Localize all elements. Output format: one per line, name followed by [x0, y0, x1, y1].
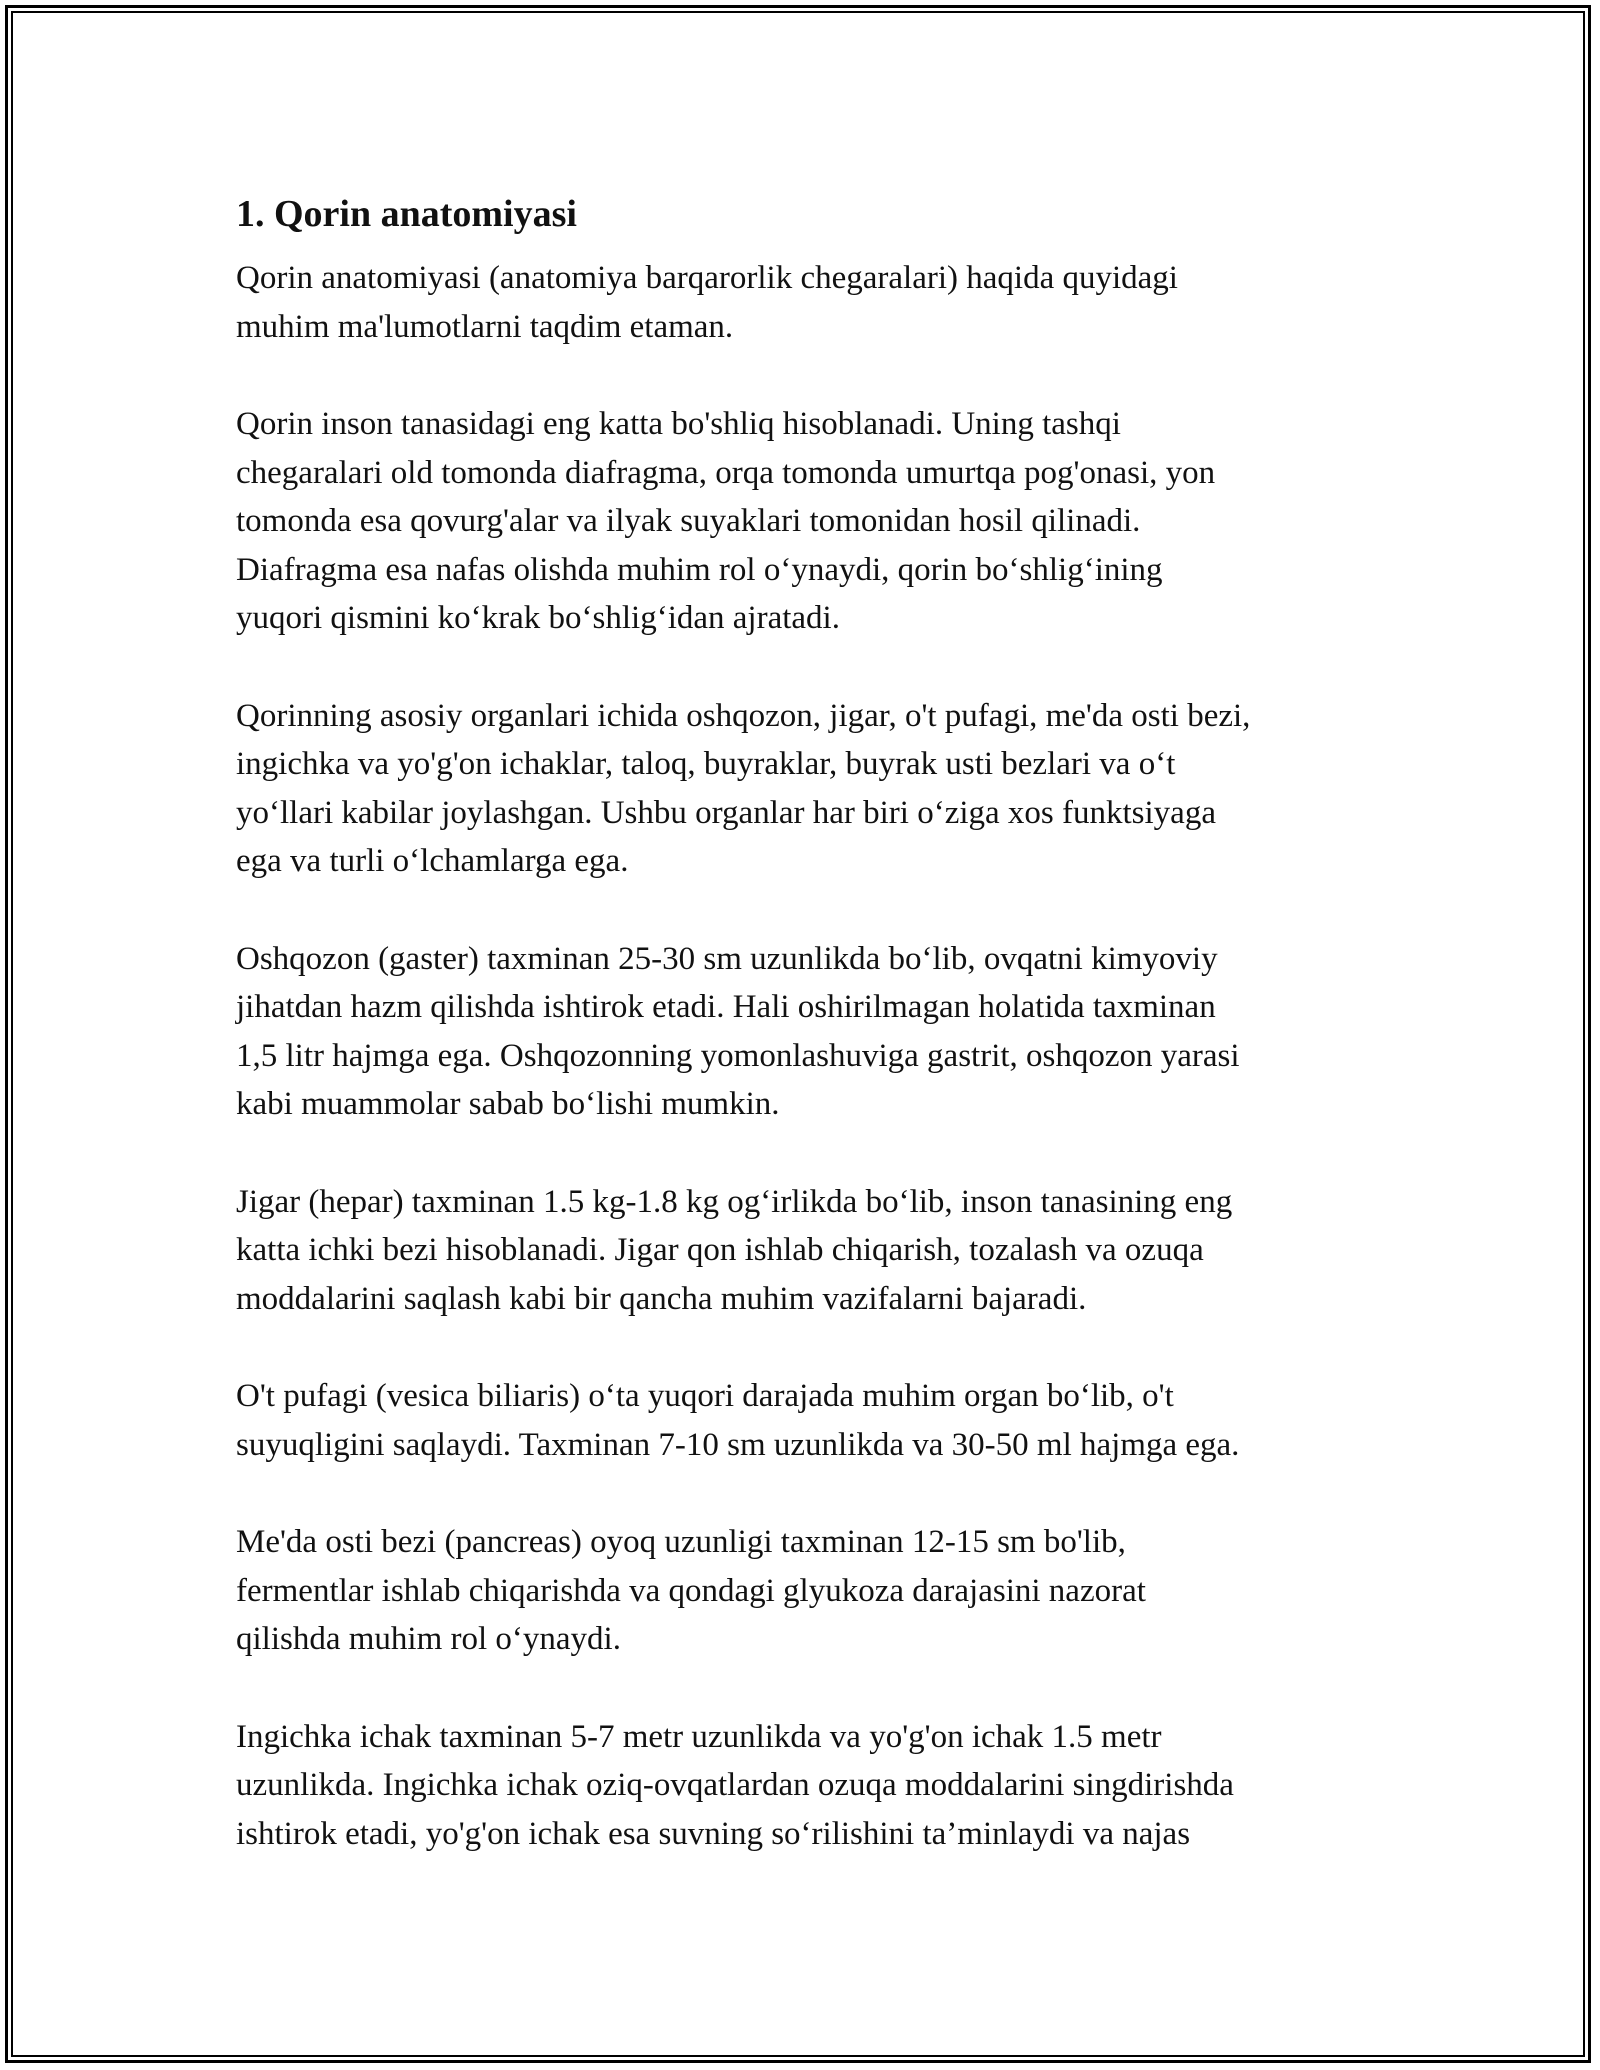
paragraph-intestines: Ingichka ichak taxminan 5-7 metr uzunlikda va yo'g'on ichak 1.5 metr uzunlikda. Ingichka ichak oziq-ovqatlardan ozuqa moddalarini singdirishda ishtirok etadi, yo'g'on ichak esa suvning so‘rilishini ta’minlaydi va najas	[236, 1718, 1234, 1852]
document-body	[236, 188, 1386, 1907]
paragraph-gallbladder: O't pufagi (vesica biliaris) o‘ta yuqori darajada muhim organ bo‘lib, o't suyuqligini saqlaydi. Taxminan 7-10 sm uzunlikda va 30-50 ml hajmga ega.	[236, 1378, 1240, 1463]
section-title: 1. Qorin anatomiyasi	[236, 193, 577, 235]
paragraph-pancreas: Me'da osti bezi (pancreas) oyoq uzunligi taxminan 12-15 sm bo'lib, fermentlar ishlab chiqarishda va qondagi glyukoza darajasini nazorat qilishda muhim rol o‘ynaydi.	[236, 1524, 1146, 1657]
paragraph-liver: Jigar (hepar) taxminan 1.5 kg-1.8 kg og‘irlikda bo‘lib, inson tanasining eng katta ichki bezi hisoblanadi. Jigar qon ishlab chiqarish, tozalash va ozuqa moddalarini saqlash kabi bir qancha muhim vazifalarni bajaradi.	[236, 1183, 1233, 1317]
paragraph-abdomen-boundaries: Qorin inson tanasidagi eng katta bo'shliq hisoblanadi. Uning tashqi chegaralari old tomonda diafragma, orqa tomonda umurtqa pog'onasi, yon tomonda esa qovurg'alar va ilyak suyaklari tomonidan hosil qilinadi. Diafragma esa nafas olishda muhim rol o‘ynaydi, qorin bo‘shlig‘ining yuqori qismini ko‘krak bo‘shlig‘idan ajratadi.	[236, 406, 1216, 636]
paragraph-intro: Qorin anatomiyasi (anatomiya barqarorlik chegaralari) haqida quyidagi muhim ma'lumotlarni taqdim etaman.	[236, 260, 1178, 345]
paragraph-stomach: Oshqozon (gaster) taxminan 25-30 sm uzunlikda bo‘lib, ovqatni kimyoviy jihatdan hazm qilishda ishtirok etadi. Hali oshirilmagan holatida taxminan 1,5 litr hajmga ega. Oshqozonning yomonlashuviga gastrit, oshqozon yarasi kabi muammolar sabab bo‘lishi mumkin.	[236, 940, 1240, 1122]
paragraph-main-organs: Qorinning asosiy organlari ichida oshqozon, jigar, o't pufagi, me'da osti bezi, ingichka va yo'g'on ichaklar, taloq, buyraklar, buyrak usti bezlari va o‘t yo‘llari kabilar joylashgan. Ushbu organlar har biri o‘ziga xos funktsiyaga ega va turli o‘lchamlarga ega.	[236, 697, 1251, 879]
